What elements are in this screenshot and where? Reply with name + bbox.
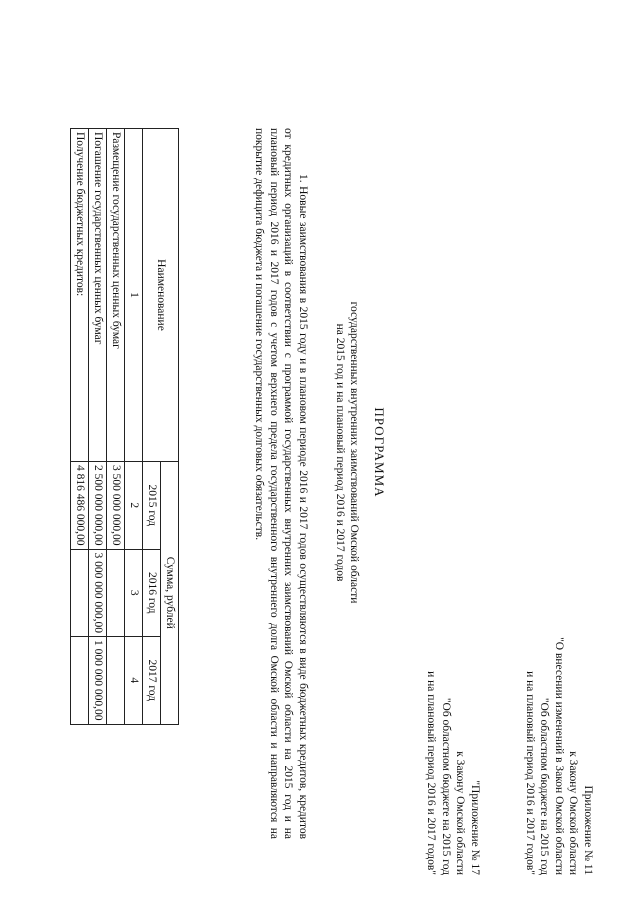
appendix-line: и на плановый период 2016 и 2017 годов" xyxy=(524,671,536,875)
row-name: Получение бюджетных кредитов: xyxy=(71,129,89,462)
index-cell: 3 xyxy=(125,549,143,637)
subtitle-line: на 2015 год и на плановый период 2016 и 2017 годов xyxy=(334,323,346,582)
document-title: ПРОГРАММА xyxy=(372,407,387,498)
table-row xyxy=(71,129,89,725)
document-subtitle xyxy=(333,0,362,905)
appendix-line: "Приложение № 17 xyxy=(469,780,481,875)
appendix-line: к Закону Омской области xyxy=(567,751,580,875)
row-value-2015: 3 500 000 000,00 xyxy=(107,462,125,550)
table-index-row xyxy=(125,129,143,725)
index-cell: 1 xyxy=(125,129,143,462)
table-row xyxy=(89,129,107,725)
row-name: Погашение государственных ценных бумаг xyxy=(89,129,107,462)
table-row xyxy=(107,129,125,725)
appendix-line: к Закону Омской области xyxy=(454,751,467,875)
index-cell: 2 xyxy=(125,462,143,550)
header-sum: Сумма, рублей xyxy=(161,462,179,725)
row-value-2015: 4 816 486 000,00 xyxy=(71,462,89,550)
row-name: Размещение государственных ценных бумаг xyxy=(107,129,125,462)
header-name: Наименование xyxy=(143,129,179,462)
header-year: 2017 год xyxy=(143,637,161,725)
row-value-2017 xyxy=(107,637,125,725)
row-value-2016 xyxy=(107,549,125,637)
header-year: 2015 год xyxy=(143,462,161,550)
row-value-2016 xyxy=(71,549,89,637)
appendix-line: "Об областном бюджете на 2015 год xyxy=(538,697,551,875)
appendix-11-header xyxy=(523,637,596,875)
row-value-2017: 1 000 000 000,00 xyxy=(89,637,107,725)
row-value-2015: 2 500 000 000,00 xyxy=(89,462,107,550)
subtitle-line: государственных внутренних заимствований Омской области xyxy=(348,301,361,604)
appendix-line: "О внесении изменений в Закон Омской области xyxy=(553,637,565,875)
appendix-17-header xyxy=(424,671,482,875)
index-cell: 4 xyxy=(125,637,143,725)
table-header-row xyxy=(161,129,179,725)
appendix-line: "Об областном бюджете на 2015 год xyxy=(440,697,452,875)
header-year: 2016 год xyxy=(143,549,161,637)
borrowing-table xyxy=(70,128,179,725)
appendix-line: Приложение № 11 xyxy=(582,785,594,875)
row-value-2017 xyxy=(71,637,89,725)
row-value-2016: 3 000 000 000,00 xyxy=(89,549,107,637)
paragraph-text: 1. Новые заимствования в 2015 году и в плановом периоде 2016 и 2017 годов осуществляются в виде бюджетных кредитов, кредитов от кредитных организаций в соответствии с программой государственных внутренних заимствований Омской области на 2015 год и на плановый период 2016 и 2017 годов с учетом верхнего предела государственного внутреннего долга Омской области и направляются на покрытие дефицита бюджета и погашение государственных долговых обязательств. xyxy=(253,128,309,839)
title-block xyxy=(333,0,387,905)
appendix-line: и на плановый период 2016 и 2017 годов" xyxy=(425,671,438,875)
body-paragraph xyxy=(252,128,310,839)
